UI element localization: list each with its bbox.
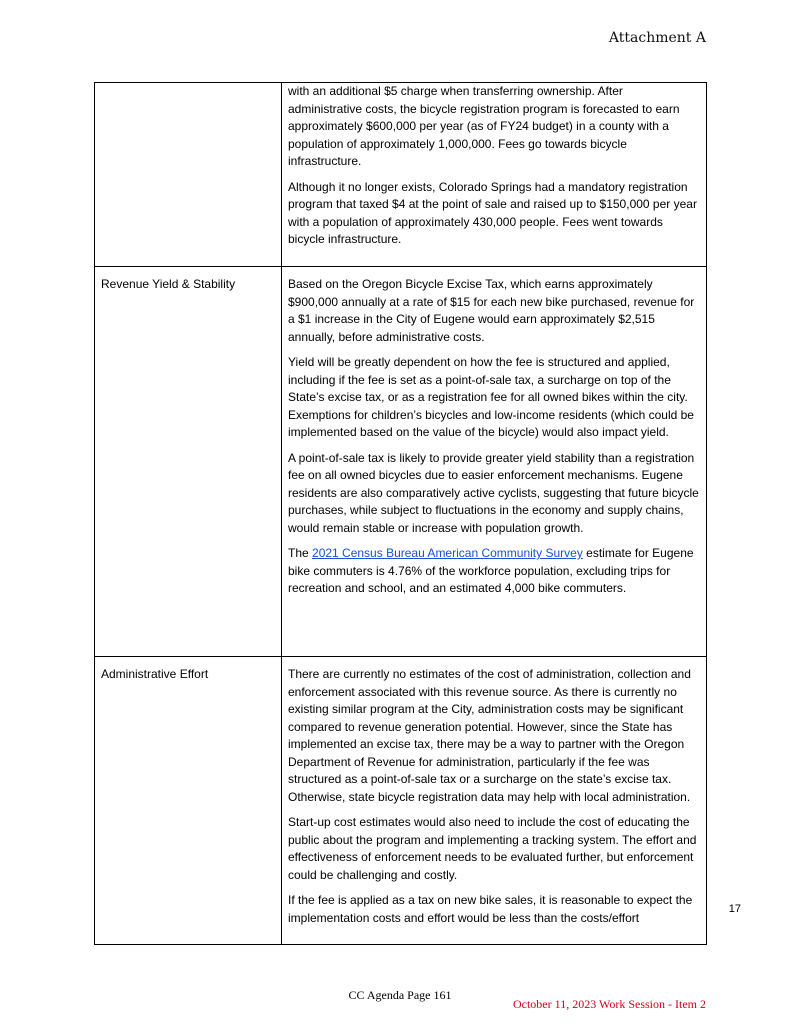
paragraph: A point-of-sale tax is likely to provide greater yield stability than a registration fee on all owned bicycles due to easier enforcement mechanisms. Eugene residents are also comparatively active cyclists, suggesting that future bicycle purchases, while subject to fluctuations in the economy and supply chains, would remain stable or increase with population growth. — [288, 450, 699, 535]
paragraph: Yield will be greatly dependent on how the fee is structured and applied, including if the fee is set as a point-of-sale tax, a surcharge on top of the State’s excise tax, or as a registration fee for all owned bikes within the city. Exemptions for children’s bicycles and low-income residents (which could be implemented based on the value of the bicycle) would also impact yield. — [288, 355, 694, 439]
census-prefix: The — [288, 546, 313, 560]
paragraph: with an additional $5 charge when transferring ownership. After administrative costs, the bicycle registration program is forecasted to earn approximately $600,000 per year (as of FY24 budget) in a county with a population of approximately 1,000,000. Fees go towards bicycle infrastructure. — [288, 84, 680, 168]
attachment-label: Attachment A — [608, 30, 706, 46]
paragraph: Based on the Oregon Bicycle Excise Tax, which earns approximately $900,000 annually at a rate of $15 for each new bike purchased, revenue for a $1 increase in the City of Eugene would earn approximately $2,515 annually, before administrative costs. — [288, 277, 695, 344]
census-survey-link[interactable]: 2021 Census Bureau American Community Survey — [312, 546, 583, 560]
revenue-table — [94, 82, 707, 945]
census-paragraph — [288, 545, 700, 598]
row-label-revenue-yield: Revenue Yield & Stability — [95, 267, 282, 657]
paragraph: Although it no longer exists, Colorado Springs had a mandatory registration program that taxed $4 at the point of sale and raised up to $150,000 per year with a population of approximately 430,000 people. Fees went towards bicycle infrastructure. — [288, 179, 697, 246]
work-session-label: October 11, 2023 Work Session - Item 2 — [512, 997, 706, 1011]
table-row — [95, 657, 707, 945]
row-label-administrative-effort: Administrative Effort — [95, 657, 282, 945]
row-content — [282, 267, 707, 657]
agenda-page-label: CC Agenda Page 161 — [348, 988, 452, 1002]
page-number: 17 — [728, 903, 741, 915]
paragraph: If the fee is applied as a tax on new bike sales, it is reasonable to expect the implementation costs and effort would be less than the costs/effort — [288, 893, 693, 925]
table-row — [95, 267, 707, 657]
paragraph: There are currently no estimates of the cost of administration, collection and enforcement associated with this revenue source. As there is currently no existing similar program at the City, administration costs may be significant compared to revenue generation potential. However, since the State has implemented an excise tax, there may be a way to partner with the Oregon Department of Revenue for administration, particularly if the fee was structured as a point-of-sale tax or a surcharge on the state’s excise tax. Otherwise, state bicycle registration data may help with local administration. — [288, 667, 691, 804]
row-label — [95, 83, 282, 267]
table-row — [95, 83, 707, 267]
row-content — [282, 657, 707, 945]
paragraph: Start-up cost estimates would also need to include the cost of educating the public about the program and implementing a tracking system. The effort and effectiveness of enforcement needs to be evaluated further, but enforcement could be challenging and costly. — [288, 815, 697, 882]
census-suffix: estimate for Eugene bike commuters is 4.76% of the workforce population, excluding trips for recreation and school, and an estimated 4,000 bike commuters. — [288, 546, 694, 595]
row-content — [282, 83, 707, 267]
